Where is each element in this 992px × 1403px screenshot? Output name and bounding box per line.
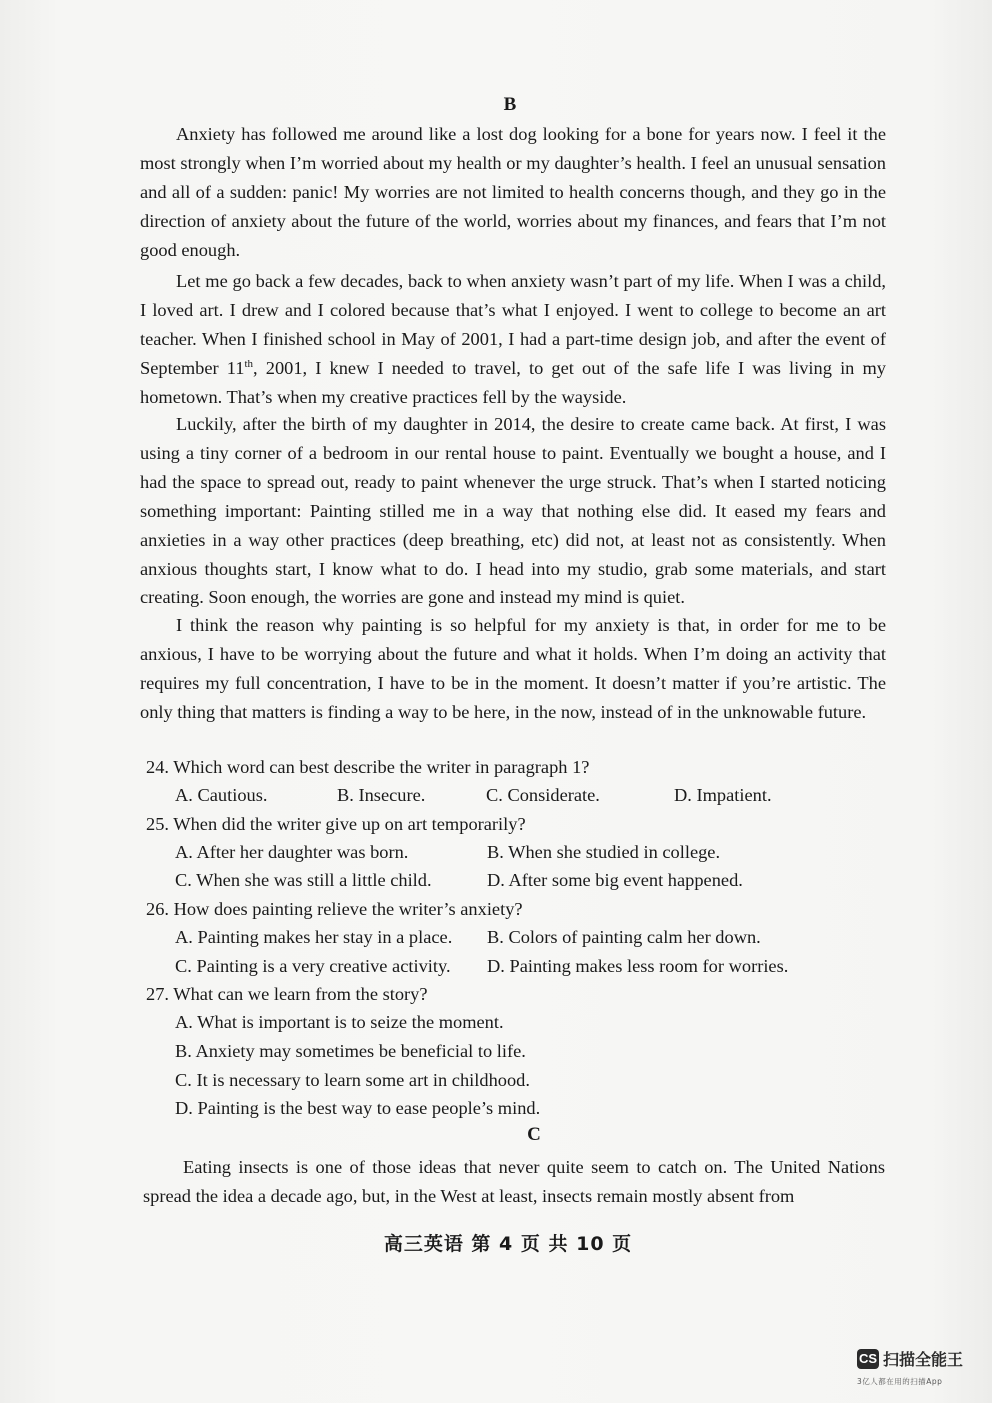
watermark-tagline: 3亿人都在用的扫描App xyxy=(857,1377,943,1386)
question-24-option-d: D. Impatient. xyxy=(674,785,772,805)
question-26-option-d: D. Painting makes less room for worries. xyxy=(487,956,789,976)
question-26-stem: 26. How does painting relieve the writer’s anxiety? xyxy=(146,899,523,919)
question-25-option-c: C. When she was still a little child. xyxy=(175,870,432,890)
question-27-option-b: B. Anxiety may sometimes be beneficial to life. xyxy=(175,1041,526,1061)
question-27-option-c: C. It is necessary to learn some art in childhood. xyxy=(175,1070,530,1090)
question-25-stem: 25. When did the writer give up on art temporarily? xyxy=(146,814,526,834)
question-27-option-d: D. Painting is the best way to ease people’s mind. xyxy=(175,1098,541,1118)
ordinal-suffix: th xyxy=(244,357,254,370)
question-24-option-b: B. Insecure. xyxy=(337,785,426,805)
passage-b-paragraph-4: I think the reason why painting is so helpful for my anxiety is that, in order for me to be anxious, I have to be worrying about the future and what it holds. When I’m doing an activity that requires my full concentration, I have to be in the moment. It doesn’t matter if you’re artistic. The only thing that matters is finding a way to be here, in the now, instead of in the unknowable future. xyxy=(140,615,886,722)
passage-b-paragraph-2 xyxy=(140,267,886,412)
watermark-app-name: 扫描全能王 xyxy=(883,1350,964,1369)
question-26-option-c: C. Painting is a very creative activity. xyxy=(175,956,451,976)
question-24-option-c: C. Considerate. xyxy=(486,785,600,805)
question-26-option-b: B. Colors of painting calm her down. xyxy=(487,927,761,947)
question-25-option-a: A. After her daughter was born. xyxy=(175,842,409,862)
section-c-heading: C xyxy=(527,1124,541,1145)
camscanner-logo-icon: CS xyxy=(857,1349,879,1369)
question-27-option-a: A. What is important is to seize the moment. xyxy=(175,1012,504,1032)
page-footer: 高三英语 第 4 页 共 10 页 xyxy=(383,1233,633,1255)
question-26-option-a: A. Painting makes her stay in a place. xyxy=(175,927,453,947)
question-25-option-b: B. When she studied in college. xyxy=(487,842,721,862)
scanner-watermark xyxy=(857,1347,963,1370)
passage-b-paragraph-3: Luckily, after the birth of my daughter in 2014, the desire to create came back. At first, I was using a tiny corner of a bedroom in our rental house to paint. Eventually we bought a house, and I had the space to spread out, ready to paint whenever the urge struck. That’s when I started noticing something important: Painting stilled me in a way that nothing else did. It eased my fears and anxieties in a way other practices (deep breathing, etc) did not, at least not as consistently. When anxious thoughts start, I know what to do. I head into my studio, grab some materials, and start creating. Soon enough, the worries are gone and instead my mind is quiet. xyxy=(140,414,886,608)
question-24-option-a: A. Cautious. xyxy=(175,785,268,805)
passage-b-paragraph-2-date-text: event of September 11 xyxy=(140,328,887,378)
passage-c-paragraph-1: Eating insects is one of those ideas that never quite seem to catch on. The United Nations spread the idea a decade ago, but, in the West at least, insects remain mostly absent from xyxy=(143,1157,885,1206)
passage-b-paragraph-2-text: Let me go back a few decades, back to when anxiety wasn’t part of my life. When I was a child, I loved art. I drew and I colored because that’s what I enjoyed. I went to college to become an art teacher. When I finished school in May of 2001, I had a part-time design job, and after the xyxy=(140,271,886,349)
section-b-heading: B xyxy=(503,94,517,115)
question-24-stem: 24. Which word can best describe the writer in paragraph 1? xyxy=(146,757,590,777)
question-27-stem: 27. What can we learn from the story? xyxy=(146,984,428,1004)
passage-b-paragraph-2-end-text: , 2001, I knew I needed to travel, to get out of the safe life I was living in my hometown. That’s when my creative practices fell by the wayside. xyxy=(140,357,886,407)
passage-b-paragraph-1: Anxiety has followed me around like a lost dog looking for a bone for years now. I feel it the most strongly when I’m worried about my health or my daughter’s health. I feel an unusual sensation and all of a sudden: panic! My worries are not limited to health concerns though, and they go in the direction of anxiety about the future of the world, worries about my finances, and fears that I’m not good enough. xyxy=(140,124,886,260)
question-25-option-d: D. After some big event happened. xyxy=(487,870,743,890)
